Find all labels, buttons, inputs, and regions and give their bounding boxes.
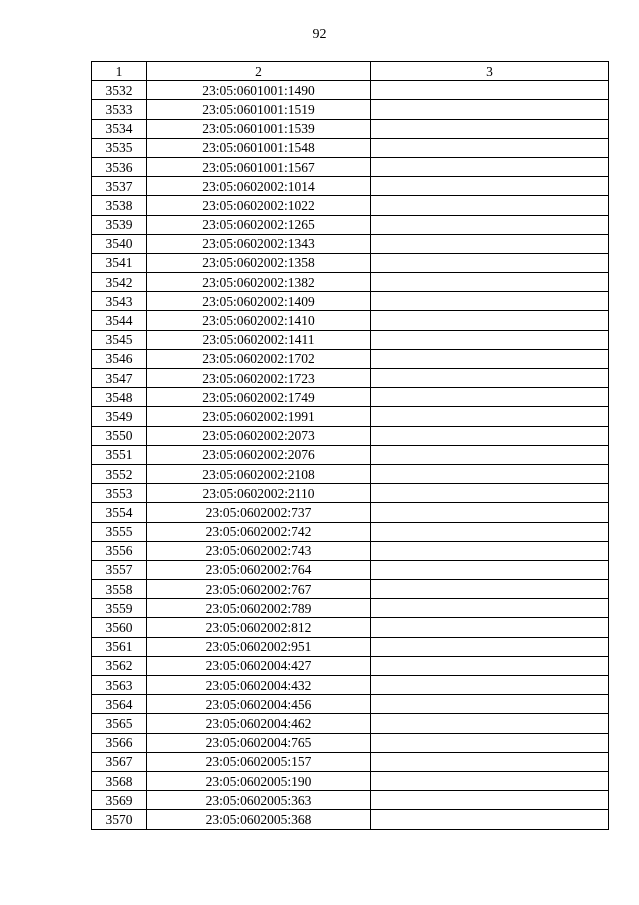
cadastral-number-cell: 23:05:0602004:765	[147, 733, 371, 752]
note-cell	[371, 484, 609, 503]
note-cell	[371, 253, 609, 272]
row-number-cell: 3570	[92, 810, 147, 829]
cadastral-number-cell: 23:05:0601001:1548	[147, 138, 371, 157]
row-number-cell: 3553	[92, 484, 147, 503]
row-number-cell: 3544	[92, 311, 147, 330]
note-cell	[371, 752, 609, 771]
table-row	[92, 215, 609, 234]
row-number-cell: 3555	[92, 522, 147, 541]
table-row	[92, 810, 609, 829]
row-number-cell: 3532	[92, 81, 147, 100]
table-row	[92, 445, 609, 464]
note-cell	[371, 426, 609, 445]
row-number-cell: 3550	[92, 426, 147, 445]
row-number-cell: 3540	[92, 234, 147, 253]
row-number-cell: 3535	[92, 138, 147, 157]
table-row	[92, 234, 609, 253]
cadastral-table	[91, 61, 609, 830]
note-cell	[371, 580, 609, 599]
cadastral-number-cell: 23:05:0602002:1358	[147, 253, 371, 272]
cadastral-number-cell: 23:05:0602002:2073	[147, 426, 371, 445]
row-number-cell: 3552	[92, 464, 147, 483]
cadastral-number-cell: 23:05:0602002:812	[147, 618, 371, 637]
note-cell	[371, 733, 609, 752]
note-cell	[371, 714, 609, 733]
row-number-cell: 3558	[92, 580, 147, 599]
column-header-3: 3	[371, 62, 609, 81]
cadastral-number-cell: 23:05:0602002:743	[147, 541, 371, 560]
note-cell	[371, 522, 609, 541]
table-row	[92, 330, 609, 349]
row-number-cell: 3559	[92, 599, 147, 618]
row-number-cell: 3545	[92, 330, 147, 349]
table-row	[92, 349, 609, 368]
table-row	[92, 656, 609, 675]
cadastral-number-cell: 23:05:0602004:432	[147, 676, 371, 695]
note-cell	[371, 445, 609, 464]
table-row	[92, 560, 609, 579]
table-row	[92, 407, 609, 426]
cadastral-number-cell: 23:05:0602002:951	[147, 637, 371, 656]
table-row	[92, 369, 609, 388]
table-row	[92, 522, 609, 541]
cadastral-number-cell: 23:05:0602002:1410	[147, 311, 371, 330]
row-number-cell: 3541	[92, 253, 147, 272]
table-row	[92, 791, 609, 810]
row-number-cell: 3569	[92, 791, 147, 810]
note-cell	[371, 560, 609, 579]
cadastral-number-cell: 23:05:0602002:2110	[147, 484, 371, 503]
cadastral-number-cell: 23:05:0601001:1490	[147, 81, 371, 100]
cadastral-number-cell: 23:05:0602002:767	[147, 580, 371, 599]
note-cell	[371, 369, 609, 388]
row-number-cell: 3539	[92, 215, 147, 234]
cadastral-number-cell: 23:05:0601001:1539	[147, 119, 371, 138]
note-cell	[371, 157, 609, 176]
table-row	[92, 311, 609, 330]
row-number-cell: 3543	[92, 292, 147, 311]
row-number-cell: 3554	[92, 503, 147, 522]
note-cell	[371, 215, 609, 234]
cadastral-number-cell: 23:05:0602002:1991	[147, 407, 371, 426]
note-cell	[371, 791, 609, 810]
table-row	[92, 618, 609, 637]
note-cell	[371, 349, 609, 368]
row-number-cell: 3568	[92, 771, 147, 790]
cadastral-number-cell: 23:05:0602002:737	[147, 503, 371, 522]
row-number-cell: 3533	[92, 100, 147, 119]
table-row	[92, 752, 609, 771]
row-number-cell: 3563	[92, 676, 147, 695]
table-row	[92, 714, 609, 733]
note-cell	[371, 234, 609, 253]
table-row	[92, 157, 609, 176]
row-number-cell: 3564	[92, 695, 147, 714]
table-row	[92, 388, 609, 407]
cadastral-number-cell: 23:05:0602005:368	[147, 810, 371, 829]
table-row	[92, 177, 609, 196]
row-number-cell: 3542	[92, 273, 147, 292]
cadastral-number-cell: 23:05:0602005:157	[147, 752, 371, 771]
cadastral-number-cell: 23:05:0602002:1749	[147, 388, 371, 407]
cadastral-number-cell: 23:05:0602002:1723	[147, 369, 371, 388]
row-number-cell: 3547	[92, 369, 147, 388]
table-header-row	[92, 62, 609, 81]
note-cell	[371, 810, 609, 829]
row-number-cell: 3562	[92, 656, 147, 675]
cadastral-number-cell: 23:05:0602002:2108	[147, 464, 371, 483]
column-header-2: 2	[147, 62, 371, 81]
note-cell	[371, 196, 609, 215]
table-body	[92, 81, 609, 829]
note-cell	[371, 676, 609, 695]
note-cell	[371, 330, 609, 349]
table-row	[92, 676, 609, 695]
row-number-cell: 3536	[92, 157, 147, 176]
cadastral-number-cell: 23:05:0602005:363	[147, 791, 371, 810]
table-row	[92, 599, 609, 618]
cadastral-number-cell: 23:05:0602002:1022	[147, 196, 371, 215]
table-row	[92, 196, 609, 215]
note-cell	[371, 311, 609, 330]
note-cell	[371, 618, 609, 637]
table-row	[92, 292, 609, 311]
table-row	[92, 637, 609, 656]
row-number-cell: 3566	[92, 733, 147, 752]
row-number-cell: 3534	[92, 119, 147, 138]
table-row	[92, 464, 609, 483]
cadastral-number-cell: 23:05:0602002:1343	[147, 234, 371, 253]
note-cell	[371, 656, 609, 675]
table-row	[92, 541, 609, 560]
note-cell	[371, 771, 609, 790]
page-number: 92	[312, 27, 327, 42]
table-row	[92, 695, 609, 714]
table-row	[92, 580, 609, 599]
table-row	[92, 253, 609, 272]
cadastral-number-cell: 23:05:0602004:456	[147, 695, 371, 714]
cadastral-number-cell: 23:05:0601001:1567	[147, 157, 371, 176]
row-number-cell: 3556	[92, 541, 147, 560]
cadastral-number-cell: 23:05:0602002:789	[147, 599, 371, 618]
cadastral-number-cell: 23:05:0602004:462	[147, 714, 371, 733]
row-number-cell: 3549	[92, 407, 147, 426]
cadastral-number-cell: 23:05:0602005:190	[147, 771, 371, 790]
note-cell	[371, 599, 609, 618]
cadastral-number-cell: 23:05:0602002:742	[147, 522, 371, 541]
cadastral-number-cell: 23:05:0602002:1702	[147, 349, 371, 368]
row-number-cell: 3560	[92, 618, 147, 637]
note-cell	[371, 119, 609, 138]
table-row	[92, 426, 609, 445]
note-cell	[371, 138, 609, 157]
note-cell	[371, 541, 609, 560]
table-row	[92, 733, 609, 752]
note-cell	[371, 464, 609, 483]
cadastral-number-cell: 23:05:0601001:1519	[147, 100, 371, 119]
table-row	[92, 100, 609, 119]
row-number-cell: 3538	[92, 196, 147, 215]
note-cell	[371, 637, 609, 656]
row-number-cell: 3561	[92, 637, 147, 656]
cadastral-number-cell: 23:05:0602002:1014	[147, 177, 371, 196]
table-row	[92, 771, 609, 790]
row-number-cell: 3537	[92, 177, 147, 196]
cadastral-number-cell: 23:05:0602004:427	[147, 656, 371, 675]
row-number-cell: 3557	[92, 560, 147, 579]
cadastral-number-cell: 23:05:0602002:1382	[147, 273, 371, 292]
cadastral-number-cell: 23:05:0602002:1265	[147, 215, 371, 234]
note-cell	[371, 388, 609, 407]
row-number-cell: 3551	[92, 445, 147, 464]
row-number-cell: 3565	[92, 714, 147, 733]
row-number-cell: 3548	[92, 388, 147, 407]
cadastral-number-cell: 23:05:0602002:1411	[147, 330, 371, 349]
note-cell	[371, 81, 609, 100]
note-cell	[371, 100, 609, 119]
cadastral-number-cell: 23:05:0602002:764	[147, 560, 371, 579]
cadastral-number-cell: 23:05:0602002:1409	[147, 292, 371, 311]
table-row	[92, 503, 609, 522]
row-number-cell: 3567	[92, 752, 147, 771]
cadastral-number-cell: 23:05:0602002:2076	[147, 445, 371, 464]
table-row	[92, 273, 609, 292]
table-row	[92, 484, 609, 503]
note-cell	[371, 503, 609, 522]
table-row	[92, 119, 609, 138]
note-cell	[371, 273, 609, 292]
note-cell	[371, 407, 609, 426]
table-row	[92, 81, 609, 100]
row-number-cell: 3546	[92, 349, 147, 368]
table-row	[92, 138, 609, 157]
note-cell	[371, 177, 609, 196]
column-header-1: 1	[92, 62, 147, 81]
note-cell	[371, 292, 609, 311]
note-cell	[371, 695, 609, 714]
